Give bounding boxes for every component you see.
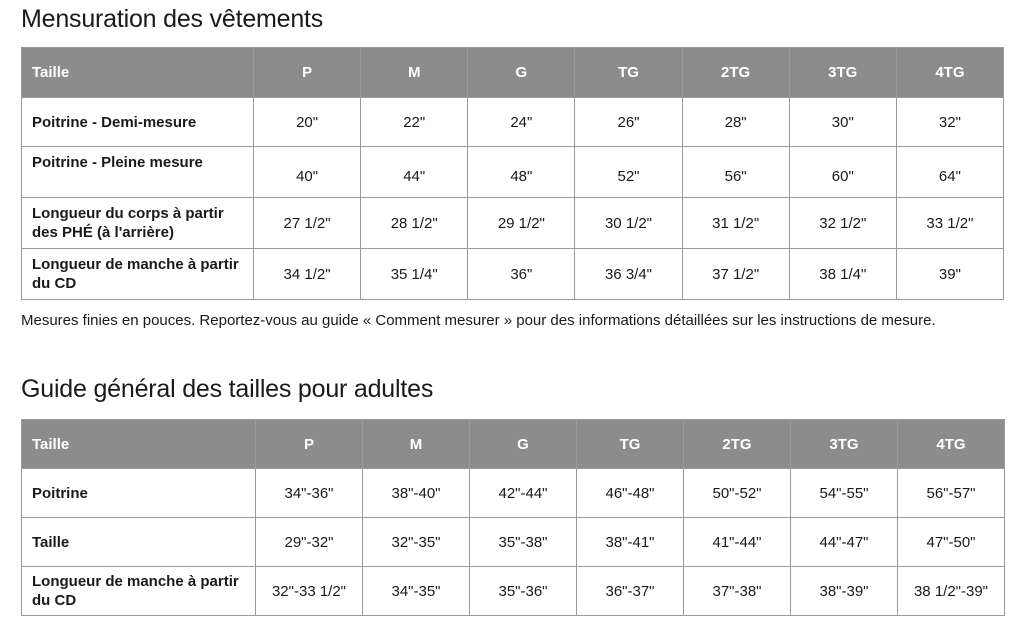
adult-size-guide-title: Guide général des tailles pour adultes [21, 375, 434, 403]
table-cell: 40" [254, 147, 361, 198]
table-cell: 44"-47" [791, 518, 898, 567]
header-cell: P [254, 48, 361, 98]
table-cell: 38"-40" [363, 469, 470, 518]
header-cell: G [470, 420, 577, 469]
table-cell: 30 1/2" [575, 198, 682, 249]
table-cell: 28 1/2" [361, 198, 468, 249]
table-cell: 30" [789, 98, 896, 147]
header-cell: 2TG [684, 420, 791, 469]
table-row [22, 518, 1005, 567]
table-cell: 24" [468, 98, 575, 147]
row-label: Taille [22, 518, 256, 567]
table-cell: 20" [254, 98, 361, 147]
header-cell: Taille [22, 420, 256, 469]
header-cell: M [363, 420, 470, 469]
table-row [22, 198, 1004, 249]
table-cell: 50"-52" [684, 469, 791, 518]
table-cell: 56" [682, 147, 789, 198]
table-cell: 27 1/2" [254, 198, 361, 249]
garment-measurements-table [21, 47, 1004, 300]
table-cell: 36" [468, 249, 575, 300]
table-cell: 36 3/4" [575, 249, 682, 300]
table-cell: 64" [896, 147, 1003, 198]
table-row [22, 249, 1004, 300]
table-cell: 32" [896, 98, 1003, 147]
table-cell: 38"-41" [577, 518, 684, 567]
table-cell: 52" [575, 147, 682, 198]
table-cell: 35"-36" [470, 567, 577, 616]
table-header-row [22, 420, 1005, 469]
table-row [22, 98, 1004, 147]
table-cell: 34"-35" [363, 567, 470, 616]
row-label: Longueur du corps à partir des PHÉ (à l'arrière) [22, 198, 254, 249]
row-label: Poitrine [22, 469, 256, 518]
header-cell: G [468, 48, 575, 98]
header-cell: 3TG [791, 420, 898, 469]
table-cell: 46"-48" [577, 469, 684, 518]
header-cell: 2TG [682, 48, 789, 98]
header-cell: P [256, 420, 363, 469]
table-cell: 44" [361, 147, 468, 198]
table-cell: 42"-44" [470, 469, 577, 518]
garment-measurements-title: Mensuration des vêtements [21, 5, 324, 33]
header-cell: TG [575, 48, 682, 98]
table-cell: 34 1/2" [254, 249, 361, 300]
table-cell: 38 1/2"-39" [898, 567, 1005, 616]
table-cell: 35"-38" [470, 518, 577, 567]
table-cell: 47"-50" [898, 518, 1005, 567]
measurement-note: Mesures finies en pouces. Reportez-vous au guide « Comment mesurer » pour des informations détaillées sur les instructions de mesure. [21, 312, 936, 329]
table-cell: 32"-35" [363, 518, 470, 567]
table-cell: 36"-37" [577, 567, 684, 616]
table-row [22, 567, 1005, 616]
table-cell: 38 1/4" [789, 249, 896, 300]
table-row [22, 147, 1004, 198]
table-cell: 38"-39" [791, 567, 898, 616]
row-label: Poitrine - Demi-mesure [22, 98, 254, 147]
table-cell: 34"-36" [256, 469, 363, 518]
table-cell: 41"-44" [684, 518, 791, 567]
row-label: Poitrine - Pleine mesure [22, 147, 254, 198]
header-cell: 4TG [898, 420, 1005, 469]
header-cell: 3TG [789, 48, 896, 98]
table-row [22, 469, 1005, 518]
table-cell: 22" [361, 98, 468, 147]
table-cell: 37 1/2" [682, 249, 789, 300]
table-cell: 54"-55" [791, 469, 898, 518]
table-cell: 48" [468, 147, 575, 198]
table-cell: 32"-33 1/2" [256, 567, 363, 616]
header-cell: 4TG [896, 48, 1003, 98]
header-cell: TG [577, 420, 684, 469]
header-cell: Taille [22, 48, 254, 98]
table-cell: 35 1/4" [361, 249, 468, 300]
table-cell: 37"-38" [684, 567, 791, 616]
table-cell: 29"-32" [256, 518, 363, 567]
header-cell: M [361, 48, 468, 98]
table-cell: 60" [789, 147, 896, 198]
adult-size-guide-table [21, 419, 1005, 616]
table-header-row [22, 48, 1004, 98]
table-cell: 28" [682, 98, 789, 147]
row-label: Longueur de manche à partir du CD [22, 249, 254, 300]
table-cell: 56"-57" [898, 469, 1005, 518]
table-cell: 39" [896, 249, 1003, 300]
table-cell: 29 1/2" [468, 198, 575, 249]
table-cell: 31 1/2" [682, 198, 789, 249]
table-cell: 26" [575, 98, 682, 147]
table-cell: 33 1/2" [896, 198, 1003, 249]
table-cell: 32 1/2" [789, 198, 896, 249]
row-label: Longueur de manche à partir du CD [22, 567, 256, 616]
